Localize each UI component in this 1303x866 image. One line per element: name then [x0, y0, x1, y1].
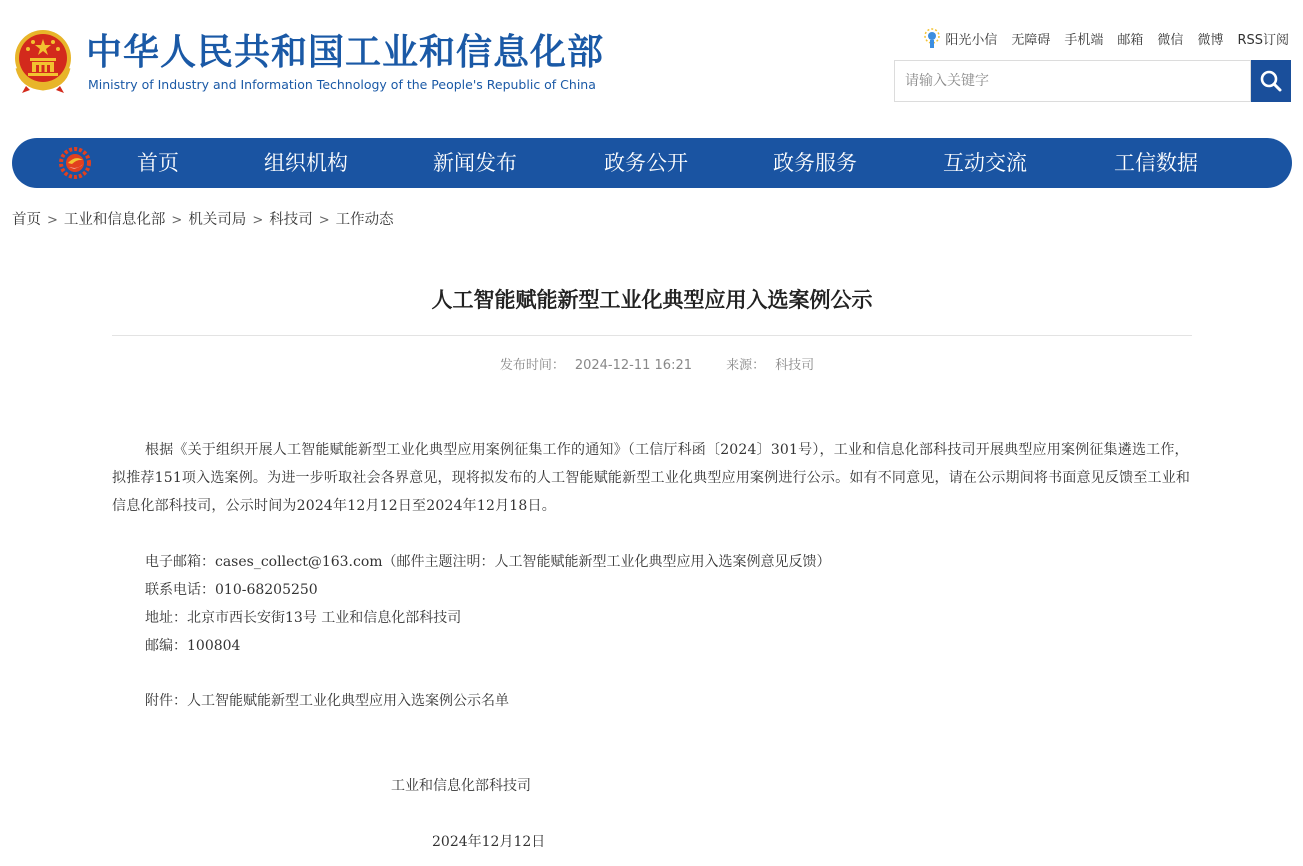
top-link-mail[interactable]: 邮箱 — [1117, 32, 1144, 48]
top-link-accessibility[interactable]: 无障碍 — [1011, 32, 1051, 48]
nav-data[interactable]: 工信数据 — [1114, 151, 1198, 175]
breadcrumb-tech-dept[interactable]: 科技司 — [269, 212, 313, 228]
nav-government-affairs[interactable]: 政务公开 — [604, 151, 688, 175]
nav-interaction[interactable]: 互动交流 — [943, 151, 1027, 175]
sun-icon — [923, 27, 941, 49]
breadcrumb-ministry[interactable]: 工业和信息化部 — [63, 212, 166, 228]
top-link-mobile[interactable]: 手机端 — [1064, 32, 1104, 48]
contact-email: 电子邮箱：cases_collect@163.com（邮件主题注明：人工智能赋能新型工业化典型应用入选案例意见反馈） — [145, 554, 831, 570]
gear-logo-icon — [58, 146, 92, 180]
national-emblem-icon — [12, 28, 74, 94]
nav-news[interactable]: 新闻发布 — [433, 151, 517, 175]
top-link-wechat[interactable]: 微信 — [1157, 32, 1184, 48]
search-icon — [1259, 69, 1283, 93]
site-title[interactable]: 中华人民共和国工业和信息化部 — [86, 32, 605, 73]
site-subtitle: Ministry of Industry and Information Technology of the People's Republic of China — [88, 77, 596, 92]
search-input[interactable] — [895, 61, 1237, 101]
nav-organization[interactable]: 组织机构 — [264, 151, 348, 175]
main-nav — [12, 138, 1292, 188]
publish-label: 发布时间： — [499, 358, 565, 373]
nav-government-services[interactable]: 政务服务 — [773, 151, 857, 175]
title-divider — [112, 335, 1192, 336]
source-value: 科技司 — [775, 358, 815, 373]
top-link-sunshine[interactable] — [923, 27, 997, 49]
article-title: 人工智能赋能新型工业化典型应用入选案例公示 — [431, 288, 873, 312]
top-link-weibo[interactable]: 微博 — [1197, 32, 1224, 48]
top-link-label: 阳光小信 — [945, 32, 998, 48]
search-button[interactable] — [1251, 60, 1291, 102]
source-label: 来源： — [726, 358, 766, 373]
breadcrumb-departments[interactable]: 机关司局 — [188, 212, 247, 228]
attachment-link[interactable]: 附件：人工智能赋能新型工业化典型应用入选案例公示名单 — [145, 693, 509, 709]
breadcrumb: 首页 > 工业和信息化部 > 机关司局 > 科技司 > 工作动态 — [12, 212, 394, 228]
breadcrumb-work-updates[interactable]: 工作动态 — [335, 212, 394, 228]
article-meta — [112, 354, 1192, 373]
contact-address: 地址：北京市西长安街13号 工业和信息化部科技司 — [145, 610, 462, 626]
contact-postcode: 邮编：100804 — [145, 638, 241, 654]
search-box — [894, 60, 1251, 102]
nav-home[interactable]: 首页 — [137, 151, 179, 175]
contact-phone: 联系电话：010-68205250 — [145, 582, 318, 598]
signature-date: 2024年12月12日 — [432, 834, 546, 850]
publish-time: 2024-12-11 16:21 — [574, 358, 692, 373]
breadcrumb-home[interactable]: 首页 — [12, 212, 41, 228]
top-link-rss[interactable]: RSS订阅 — [1237, 32, 1289, 48]
signature: 工业和信息化部科技司 — [391, 778, 531, 794]
article-paragraph: 根据《关于组织开展人工智能赋能新型工业化典型应用案例征集工作的通知》（工信厅科函〔2024〕301号），工业和信息化部科技司开展典型应用案例征集遴选工作，拟推荐151项入选案例。为进一步听取社会各界意见，现将拟发布的人工智能赋能新型工业化典型应用案例进行公示。如有不同意见，请在公示期间将书面意见反馈至工业和信息化部科技司，公示时间为2024年12月12日至2024年12月18日。 — [112, 442, 1191, 514]
top-links — [923, 27, 1289, 49]
